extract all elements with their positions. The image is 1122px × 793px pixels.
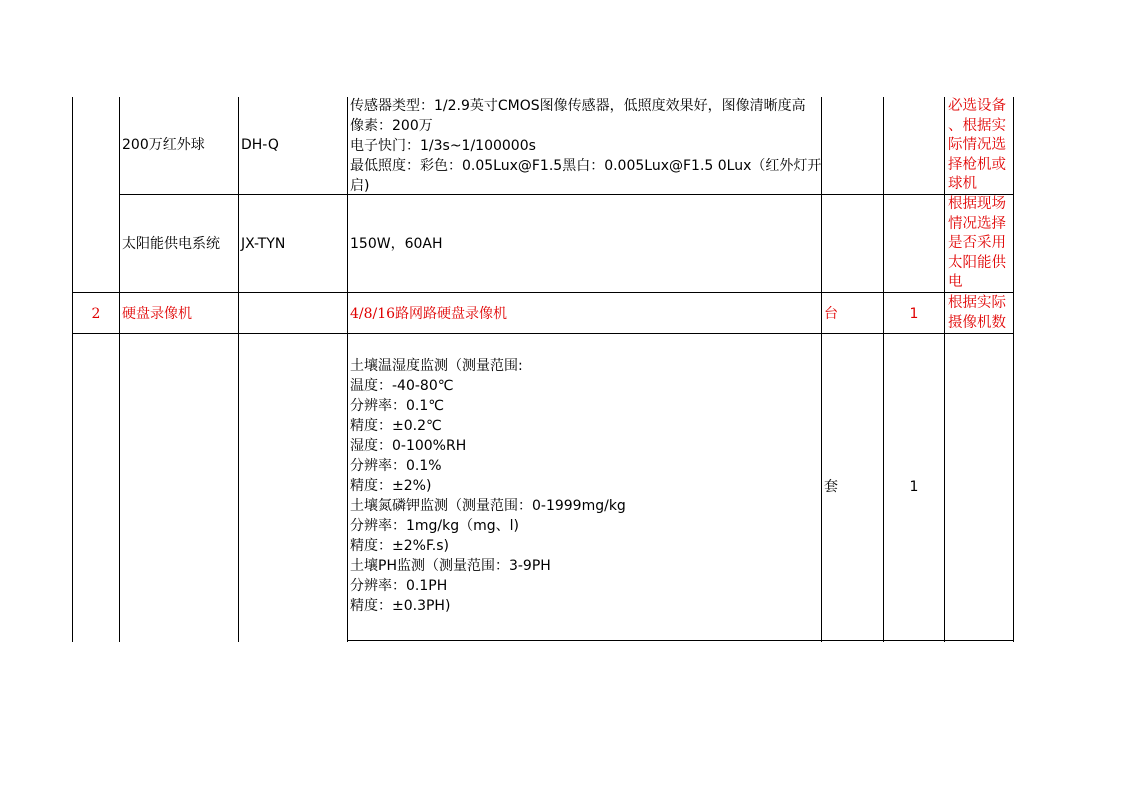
note-line: 太阳能供 (948, 254, 1006, 271)
grid-vline (883, 97, 884, 642)
item-spec (350, 96, 821, 196)
note-line: 是否采用 (948, 235, 1006, 251)
grid-hline (72, 292, 1014, 293)
spec-line: 分辨率：0.1PH (350, 578, 448, 594)
item-model: JX-TYN (241, 236, 286, 252)
grid-vline (238, 97, 239, 642)
grid-vline (944, 97, 945, 642)
note-line: 摄像机数 (948, 314, 1006, 331)
spec-line: 150W，60AH (350, 236, 443, 252)
item-quantity: 1 (909, 479, 919, 495)
note-line: 球机 (948, 176, 977, 192)
item-note (948, 195, 1014, 293)
item-name: 200万红外球 (122, 137, 205, 153)
grid-hline (72, 333, 1014, 334)
spec-line: 最低照度：彩色：0.05Lux@F1.5黑白：0.005Lux@F1.5 0Lux（红外灯开 (350, 158, 822, 174)
item-note (948, 97, 1014, 195)
note-line: 情况选择 (948, 215, 1006, 232)
spec-line: 启) (350, 178, 370, 194)
spec-line: 电子快门：1/3s~1/100000s (350, 138, 536, 154)
spec-line: 像素：200万 (350, 118, 433, 134)
item-name: 硬盘录像机 (122, 306, 192, 322)
item-model: DH-Q (241, 137, 279, 153)
spec-line: 分辨率：1mg/kg（mg、l) (350, 518, 520, 534)
item-note (948, 294, 1014, 333)
item-name: 太阳能供电系统 (122, 236, 220, 252)
note-line: 必选设备 (948, 98, 1006, 114)
spec-line: 分辨率：0.1% (350, 458, 442, 474)
grid-vline (72, 97, 73, 642)
note-line: 根据现场 (948, 196, 1006, 212)
spec-line: 传感器类型：1/2.9英寸CMOS图像传感器，低照度效果好，图像清晰度高 (350, 98, 806, 114)
item-spec (350, 356, 626, 616)
spec-line: 土壤PH监测（测量范围：3-9PH (350, 558, 551, 574)
item-spec (350, 234, 442, 254)
note-line: 、根据实 (948, 117, 1006, 134)
spec-line: 精度：±0.3PH) (350, 598, 451, 614)
grid-vline (347, 97, 348, 642)
item-quantity: 1 (909, 306, 919, 322)
item-unit: 套 (824, 479, 838, 495)
note-line: 际情况选 (948, 137, 1006, 153)
item-spec (350, 304, 507, 324)
note-line: 电 (948, 274, 963, 290)
grid-vline (119, 97, 120, 642)
note-line: 择枪机或 (948, 156, 1006, 173)
spec-line: 精度：±2%F.s) (350, 538, 449, 554)
note-line: 根据实际 (948, 295, 1006, 311)
spec-line: 精度：±0.2℃ (350, 418, 442, 434)
spec-line: 温度：-40-80℃ (350, 378, 454, 394)
spec-line: 土壤氮磷钾监测（测量范围：0-1999mg/kg (350, 498, 626, 514)
spec-line: 湿度：0-100%RH (350, 438, 467, 454)
item-unit: 台 (824, 306, 838, 322)
spec-line: 土壤温湿度监测（测量范围: (350, 358, 523, 374)
item-number: 2 (91, 306, 101, 322)
spec-line: 精度：±2%) (350, 478, 432, 494)
grid-hline (347, 640, 1014, 641)
spec-line: 分辨率：0.1℃ (350, 398, 444, 414)
spec-line: 4/8/16路网路硬盘录像机 (350, 306, 508, 322)
